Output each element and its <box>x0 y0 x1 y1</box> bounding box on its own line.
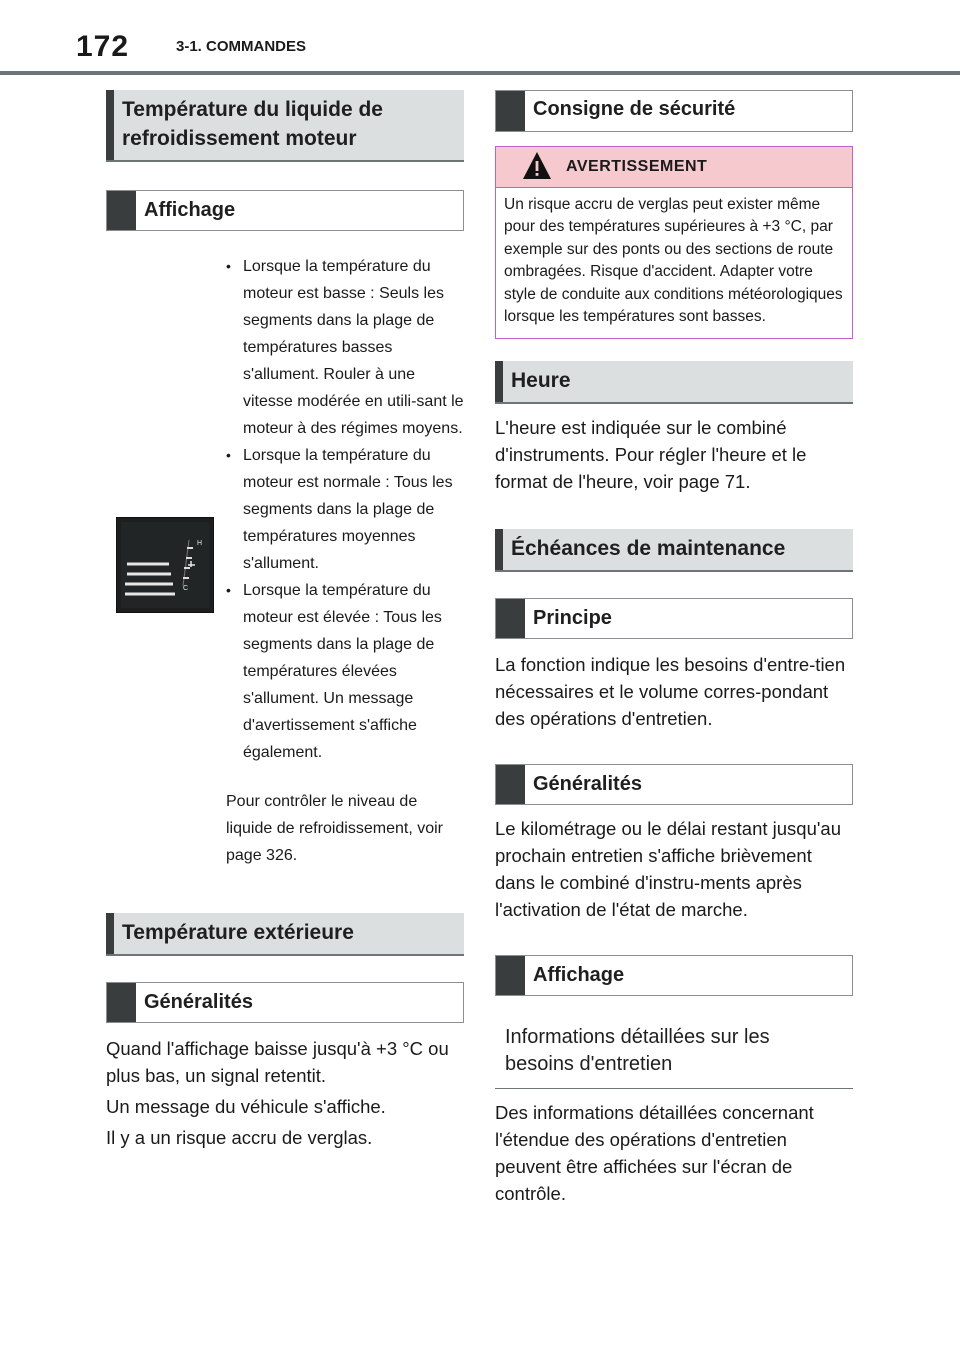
general-text: Le kilométrage ou le délai restant jusqu'au prochain entretien s'affiche brièvement dans le combiné d'instru-ments après l'activation de l'état de marche. <box>495 818 841 921</box>
section-maintenance-heading: Échéances de maintenance <box>495 529 853 572</box>
subsection-general-heading: Généralités <box>495 764 853 805</box>
detail-text: Des informations détaillées concernant l'étendue des opérations d'entretien peuvent être affichées sur l'écran de contrôle. <box>495 1102 814 1205</box>
section-coolant-heading: Température du liquide de refroidissement moteur <box>106 90 464 162</box>
page-header <box>0 0 960 76</box>
section-outside-temp-heading: Température extérieure <box>106 913 464 956</box>
left-column <box>106 90 464 1151</box>
coolant-gauge-image <box>116 517 214 613</box>
warning-title: AVERTISSEMENT <box>566 158 708 175</box>
detail-heading: Informations détaillées sur les besoins d'entretien <box>495 1016 853 1089</box>
coolant-display-block <box>106 253 464 913</box>
list-item: • Lorsque la température du moteur est basse : Seuls les segments dans la plage de températures basses s'allument. Rouler à une vitesse modérée en utili-sant le moteur à des régimes moyens. <box>214 253 464 442</box>
principle-text: La fonction indique les besoins d'entre-tien nécessaires et le volume corres-pondant des opérations d'entretien. <box>495 654 846 730</box>
subsection-display-heading: Affichage <box>495 955 853 996</box>
warning-text: Un risque accru de verglas peut exister même pour des températures supérieures à +3 °C, par exemple sur des ponts ou des sections de route ombragées. Risque d'accident. Adapter votre style de conduite aux conditions météorologiques lorsque les températures sont basses. <box>504 196 843 326</box>
paragraph: Il y a un risque accru de verglas. <box>106 1127 373 1148</box>
list-item: • Lorsque la température du moteur est normale : Tous les segments dans la plage de températures moyennes s'allument. <box>214 442 464 577</box>
page-number: 172 <box>76 30 130 63</box>
warning-header <box>496 147 852 188</box>
section-time-heading: Heure <box>495 361 853 404</box>
gauge-high-label: H <box>197 540 203 547</box>
warning-box <box>495 146 853 339</box>
subsection-principle-heading: Principe <box>495 598 853 639</box>
coolant-bullet-list <box>214 253 464 766</box>
warning-triangle-icon <box>522 151 552 181</box>
time-text: L'heure est indiquée sur le combiné d'instruments. Pour régler l'heure et le format de l'heure, voir page 71. <box>495 417 807 493</box>
coolant-note: Pour contrôler le niveau de liquide de refroidissement, voir page 326. <box>226 793 443 864</box>
coolant-gauge-graphic <box>117 518 213 612</box>
gauge-low-label: C <box>183 585 189 592</box>
chapter-title: 3-1. COMMANDES <box>176 38 307 55</box>
subsection-general-heading: Généralités <box>106 982 464 1023</box>
paragraph: Quand l'affichage baisse jusqu'à +3 °C ou plus bas, un signal retentit. <box>106 1038 449 1086</box>
outside-temp-text <box>106 1035 464 1151</box>
section-safety-heading: Consigne de sécurité <box>495 90 853 132</box>
right-column <box>495 90 853 1207</box>
paragraph: Un message du véhicule s'affiche. <box>106 1096 386 1117</box>
header-rule <box>0 71 960 75</box>
list-item: • Lorsque la température du moteur est élevée : Tous les segments dans la plage de températures élevées s'allument. Un message d'avertissement s'affiche également. <box>214 577 464 766</box>
subsection-display-heading: Affichage <box>106 190 464 231</box>
